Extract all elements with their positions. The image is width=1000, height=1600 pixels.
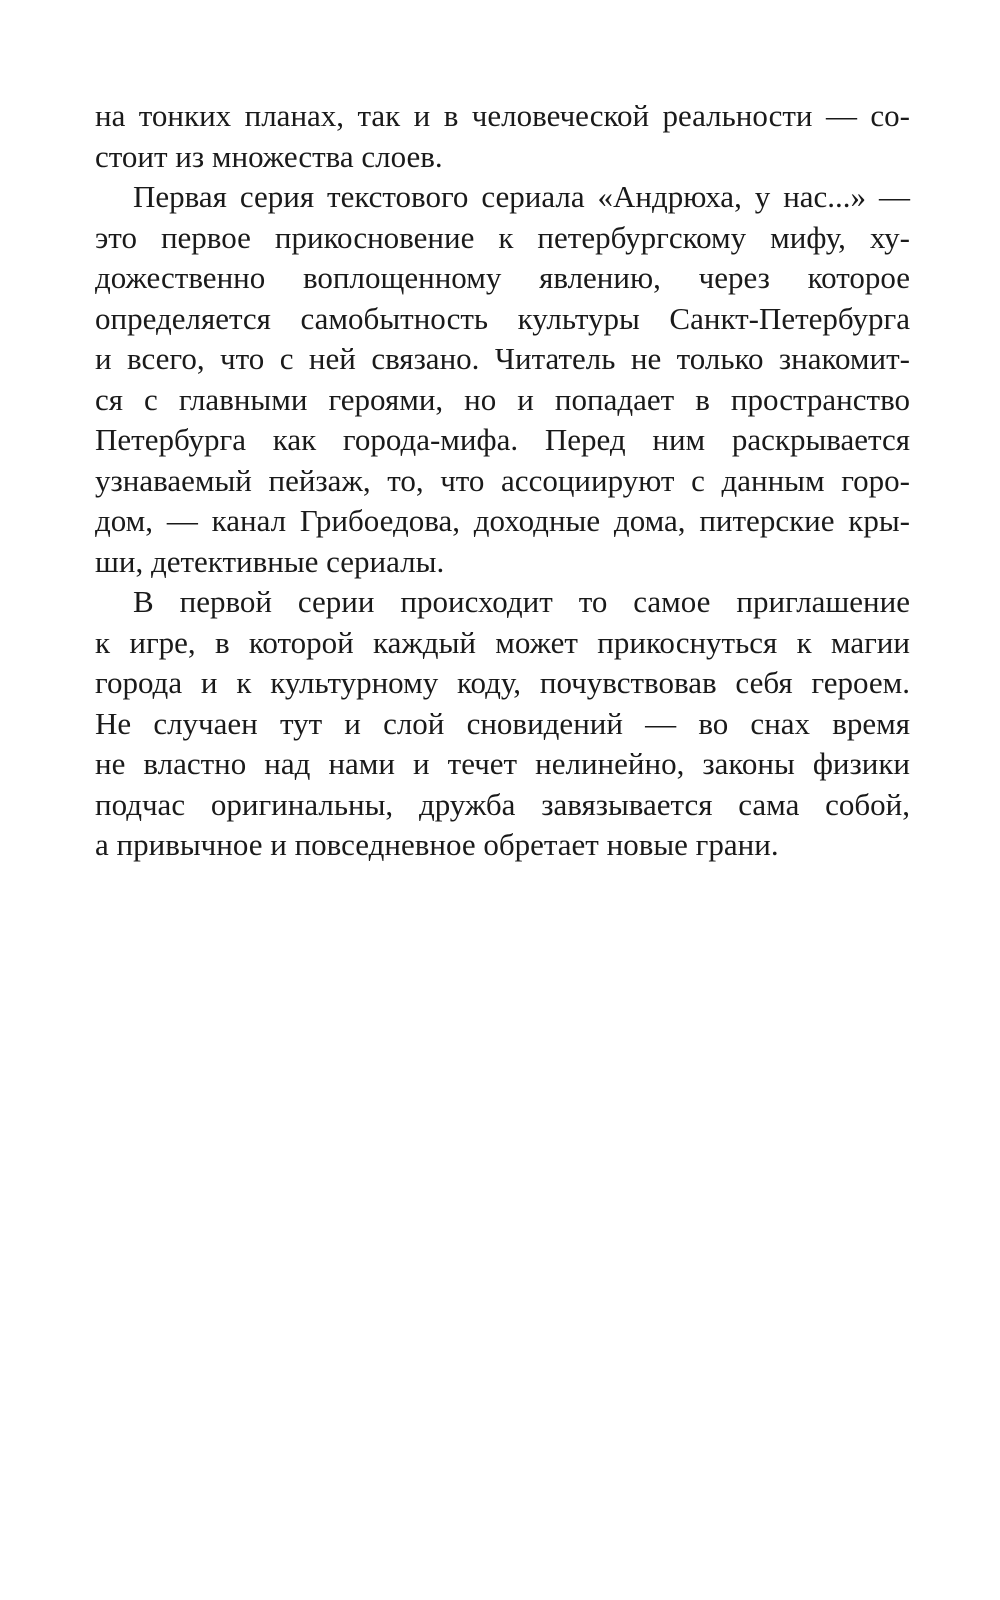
text-line: узнаваемый пейзаж, то, что ассоциируют с данным горо- [95,462,910,498]
paragraph-2 [95,177,910,582]
text-line: это первое прикосновение к петербургскому мифу, ху- [95,219,910,255]
text-line: Петербурга как города-мифа. Перед ним раскрывается [95,422,910,457]
paragraph-1 [95,96,910,177]
text-line: ши, детективные сериалы. [95,543,445,579]
text-line: определяется самобытность культуры Санкт-Петербурга [95,300,910,336]
text-line: подчас оригинальны, дружба завязывается сама собой, [95,786,910,822]
text-line: не властно над нами и течет нелинейно, законы физики [95,746,910,781]
text-line: и всего, что с ней связано. Читатель не только знакомит- [95,341,910,376]
text-line: Первая серия текстового сериала «Андрюха, у нас...» — [133,179,910,214]
text-line: Не случаен тут и слой сновидений — во снах время [95,705,910,741]
body-text [95,96,910,866]
text-line: В первой серии происходит то самое приглашение [133,584,910,619]
text-line: к игре, в которой каждый может прикоснуться к магии [95,624,910,660]
text-line: стоит из множества слоев. [95,138,443,174]
paragraph-3 [95,582,910,866]
text-line: а привычное и повседневное обретает новые грани. [95,827,779,862]
text-line: города и к культурному коду, почувствовав себя героем. [95,665,910,700]
text-line: ся с главными героями, но и попадает в пространство [95,381,910,417]
text-line: на тонких планах, так и в человеческой реальности — со- [95,98,910,133]
text-line: дом, — канал Грибоедова, доходные дома, питерские кры- [95,503,910,538]
text-line: дожественно воплощенному явлению, через которое [95,260,910,295]
